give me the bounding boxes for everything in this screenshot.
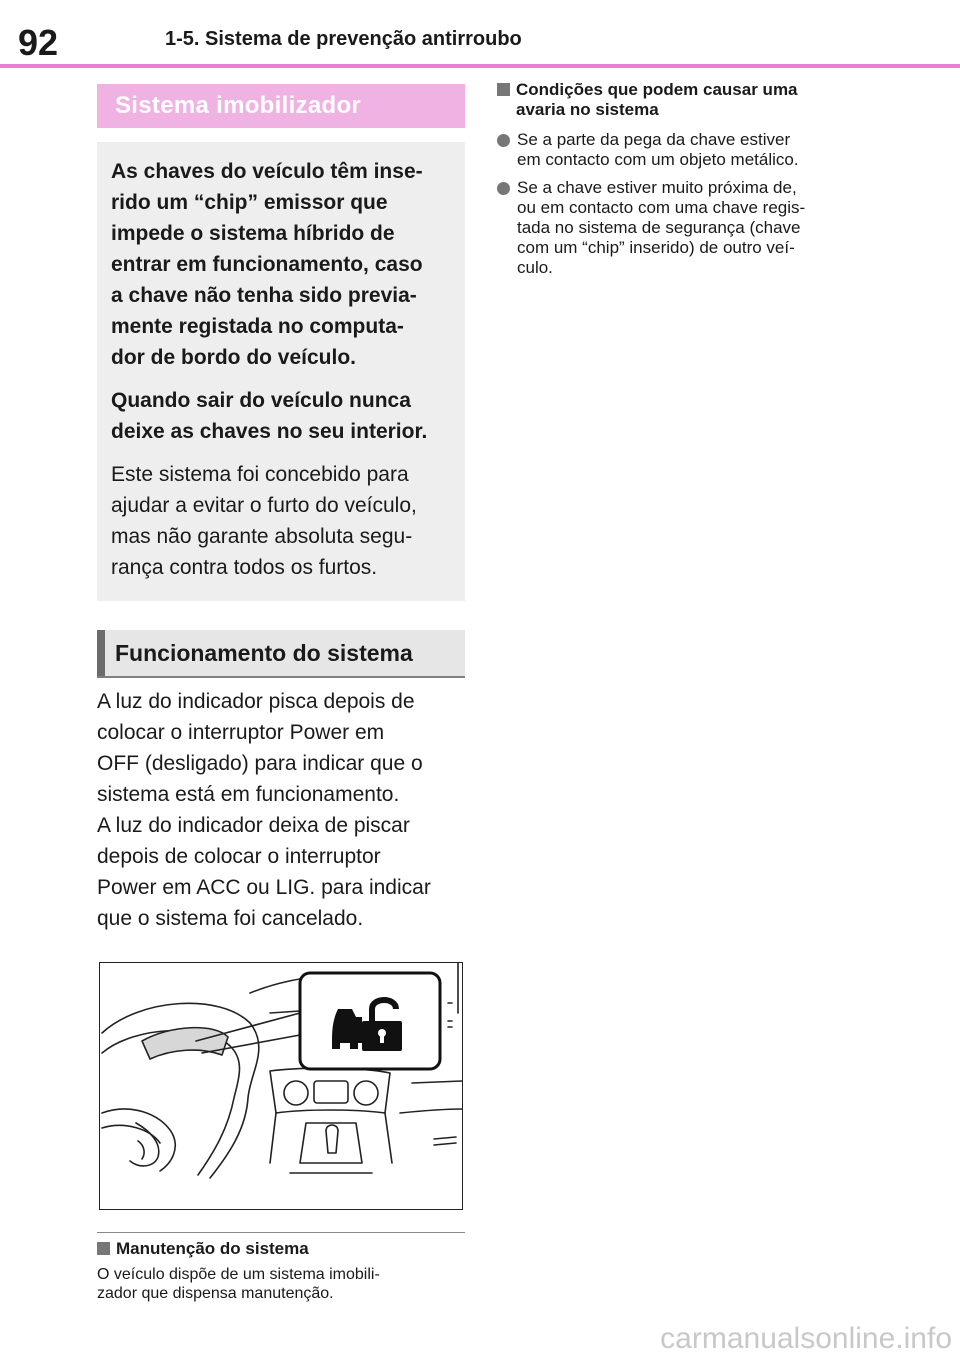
body-line: que o sistema foi cancelado.: [97, 907, 364, 930]
condition-line: ou em contacto com uma chave regis-: [517, 198, 806, 217]
condition-text: [517, 130, 799, 170]
note-line: ajudar a evitar o furto do veículo,: [111, 494, 417, 517]
condition-line: em contacto com um objeto metálico.: [517, 150, 799, 169]
page-number: 92: [18, 22, 59, 63]
body-line: depois de colocar o interruptor: [97, 845, 381, 868]
note-line: mas não garante absoluta segu-: [111, 525, 413, 548]
condition-item: [497, 178, 877, 278]
header-rule: [0, 64, 960, 68]
body-line: OFF (desligado) para indicar que o: [97, 752, 423, 775]
square-bullet-icon: [497, 83, 510, 96]
operation-text: [97, 686, 465, 934]
condition-line: culo.: [517, 258, 553, 277]
note-line: Este sistema foi concebido para: [111, 463, 409, 486]
conditions-title: [497, 80, 877, 120]
maintenance-text: [97, 1265, 465, 1303]
condition-item: [497, 130, 877, 170]
intro-line: As chaves do veículo têm inse-: [111, 160, 423, 183]
round-bullet-icon: [497, 182, 510, 195]
round-bullet-icon: [497, 134, 510, 147]
banner-title: Sistema imobilizador: [97, 84, 465, 128]
condition-line: tada no sistema de segurança (chave: [517, 218, 801, 237]
body-line: A luz do indicador pisca depois de: [97, 690, 415, 713]
square-bullet-icon: [97, 1242, 110, 1255]
intro-line: mente registada no computa-: [111, 315, 404, 338]
intro-line: impede o sistema híbrido de: [111, 222, 395, 245]
condition-line: Se a parte da pega da chave estiver: [517, 130, 791, 149]
conditions-title-text: [516, 80, 798, 120]
intro-line: a chave não tenha sido previa-: [111, 284, 417, 307]
section-title: Funcionamento do sistema: [97, 630, 465, 676]
conditions-title-line: Condições que podem causar uma: [516, 80, 798, 99]
condition-text: [517, 178, 805, 278]
section-rule: [97, 676, 465, 678]
body-line: A luz do indicador deixa de piscar: [97, 814, 410, 837]
body-line: sistema está em funcionamento.: [97, 783, 400, 806]
warning-line: deixe as chaves no seu interior.: [111, 420, 428, 443]
note-line: rança contra todos os furtos.: [111, 556, 378, 579]
watermark: carmanualsonline.info: [660, 1322, 952, 1355]
body-line: colocar o interruptor Power em: [97, 721, 385, 744]
intro-line: dor de bordo do veículo.: [111, 346, 357, 369]
maintenance-title: [97, 1239, 465, 1259]
maintenance-line: O veículo dispõe de um sistema imobili-: [97, 1266, 380, 1283]
right-column: [497, 80, 877, 278]
condition-line: Se a chave estiver muito próxima de,: [517, 178, 797, 197]
warning-line: Quando sair do veículo nunca: [111, 389, 411, 412]
dashboard-illustration: [99, 962, 463, 1210]
condition-line: com um “chip” inserido) de outro veí-: [517, 238, 795, 257]
intro-box: [97, 142, 465, 601]
conditions-title-line: avaria no sistema: [516, 100, 659, 119]
dashboard-drawing: [100, 963, 462, 1209]
intro-line: entrar em funcionamento, caso: [111, 253, 423, 276]
maintenance-line: zador que dispensa manutenção.: [97, 1285, 334, 1302]
left-column: [97, 84, 465, 1303]
maintenance-title-text: Manutenção do sistema: [116, 1239, 309, 1258]
maintenance-divider: [97, 1232, 465, 1233]
running-header: 1-5. Sistema de prevenção antirroubo: [165, 28, 522, 50]
intro-line: rido um “chip” emissor que: [111, 191, 388, 214]
body-line: Power em ACC ou LIG. para indicar: [97, 876, 431, 899]
